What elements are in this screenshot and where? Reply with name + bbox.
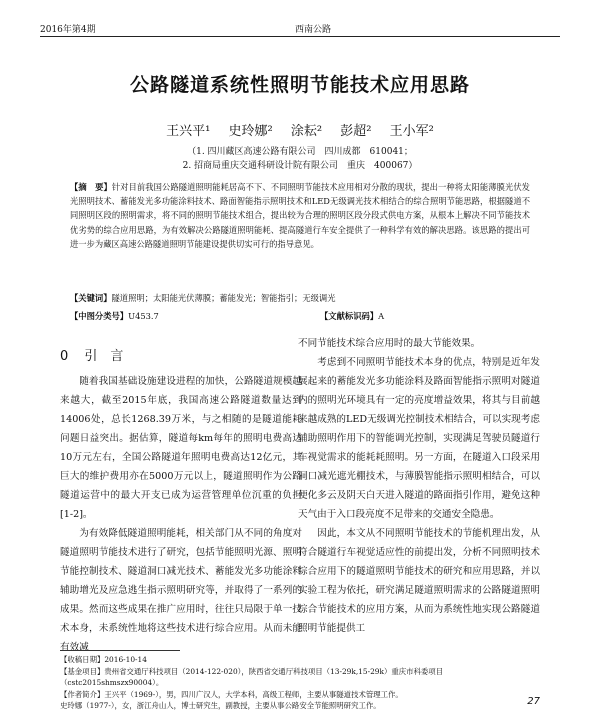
header-rule [40,36,560,37]
abstract-text: 针对目前我国公路隧道照明能耗居高不下、不同照明节能技术应用相对分散的现状，提出一种将太阳能薄膜光伏发光照明技术、蓄能发光多功能涂料技术、路面智能指示照明技术和LED无级调光技术相结合的综合照明节能思路，根据隧道不同照明区段的照明需求，将不同的照明节能技术组合，提出较为合理的照明区段分段式供电方案，从根本上解决不同节能技术优劣势的综合应用思路，为有效解决公路隧道照明能耗、提高隧道行车安全提供了一种科学有效的解决思路。该思路的提出可进一步为藏区高速公路隧道照明节能建设提供切实可行的指导意见。 [70,182,530,249]
author: 史玲娜² [228,124,273,139]
right-column [298,334,540,638]
abstract [70,180,530,251]
doc-code-label: 【文献标识码】 [320,311,379,321]
author: 王小军² [389,124,434,139]
section-heading [60,345,123,364]
footnote: 史玲娜（1977-），女，浙江舟山人，博士研究生，副教授，主要从事公路安全节能照明研究工作。 [60,701,381,710]
issue-label: 2016年第4期 [40,25,96,35]
footnote: 【收稿日期】2016-10-14 [60,655,147,664]
author-list [0,120,600,139]
footnote: 【作者简介】王兴平（1969-），男，四川广汉人，大学本科，高级工程师，主要从事隧道技术管理工作。 [60,689,403,699]
footnotes [60,654,540,712]
paragraph: 不同节能技术综合应用时的最大节能效果。 [298,338,481,349]
author: 彭超² [340,124,372,139]
author: 涂耘² [290,124,323,139]
affiliation: 2. 招商局重庆交通科研设计院有限公司 重庆 400067） [182,161,418,171]
doc-code-value: A [378,311,385,321]
left-column [60,372,302,657]
running-header [40,22,560,36]
paragraph: 为有效降低隧道照明能耗，相关部门从不同的角度对隧道照明节能技术进行了研究，包括节能照明光源、照明节能控制技术、隧道洞口减光技术、蓄能发光多功能涂料辅助增光及应急逃生指示照明研究等，并取得了一系列的成果。然而这些成果在推广应用时，往往只局限于单一技术本身，未系统性地将这些技术进行综合应用。从而未能有效减 [60,528,302,653]
paragraph: 随着我国基础设施建设进程的加快，公路隧道规模越来越大，截至2015年底，我国高速公路隧道数量达到14006处，总长1268.39万米，与之相随的是隧道能耗问题日益突出。据估算，隧道每km每年的照明电费高达10万元左右，全国公路隧道年照明电费高达12亿元，其巨大的维护费用亦在5000万元以上，隧道照明作为公路隧道运营中的最大开支已成为运营管理单位沉重的负担[1-2]。 [60,376,302,520]
footnote-rule [60,650,180,651]
footnote: 【基金项目】贵州省交通厅科技项目（2014-122-020），陕西省交通厅科技项目（13-29k,15-29k）重庆市科委项目（cstc2015shmszx90004）。 [60,666,444,687]
clc-value: U453.7 [128,311,159,321]
abstract-label: 【摘 要】 [70,182,112,192]
section-number: 0 [60,349,69,364]
journal-name: 西南公路 [295,25,332,35]
keywords-text: 隧道照明；太阳能光伏薄膜；蓄能发光；智能指引；无级调光 [111,293,336,303]
keywords-label: 【关键词】 [70,293,112,303]
paper-title: 公路隧道系统性照明节能技术应用思路 [129,74,470,96]
author: 王兴平¹ [166,124,211,139]
classification-line [70,310,530,322]
paragraph: 考虑到不同照明节能技术本身的优点，特别是近年发展起来的蓄能发光多功能涂料及路面智能指示照明对隧道内的照明光环境具有一定的亮度增益效果，将其与目前越来越成熟的LED无级调光控制技术相结合，可以实现考虑辅助照明作用下的智能调光控制，实现满足驾驶员隧道行车视觉需求的能耗耗照明。另一方面，在隧道入口段采用洞口减光遮光棚技术，与薄膜智能指示照明相结合，可以便化多云及阴天白天进入隧道的路面指引作用，避免这种天气由于入口段亮度不足带来的交通安全隐患。 [298,357,540,520]
clc-label: 【中图分类号】 [70,311,129,321]
page-number: 27 [527,696,540,707]
affiliation: （1. 四川藏区高速公路有限公司 四川成都 610041； [187,147,413,157]
paragraph: 因此，本文从不同照明节能技术的节能机理出发，从符合隧道行车视觉适应性的前提出发，分析不同照明技术综合应用下的隧道照明节能技术的研究和应用思路，并以实验工程为依托，研究满足隧道照明需求的公路隧道照明综合节能技术的应用方案，从而为系统性地实现公路隧道照明节能提供工 [298,528,540,634]
section-title: 引 言 [84,349,124,364]
keywords [70,292,530,304]
